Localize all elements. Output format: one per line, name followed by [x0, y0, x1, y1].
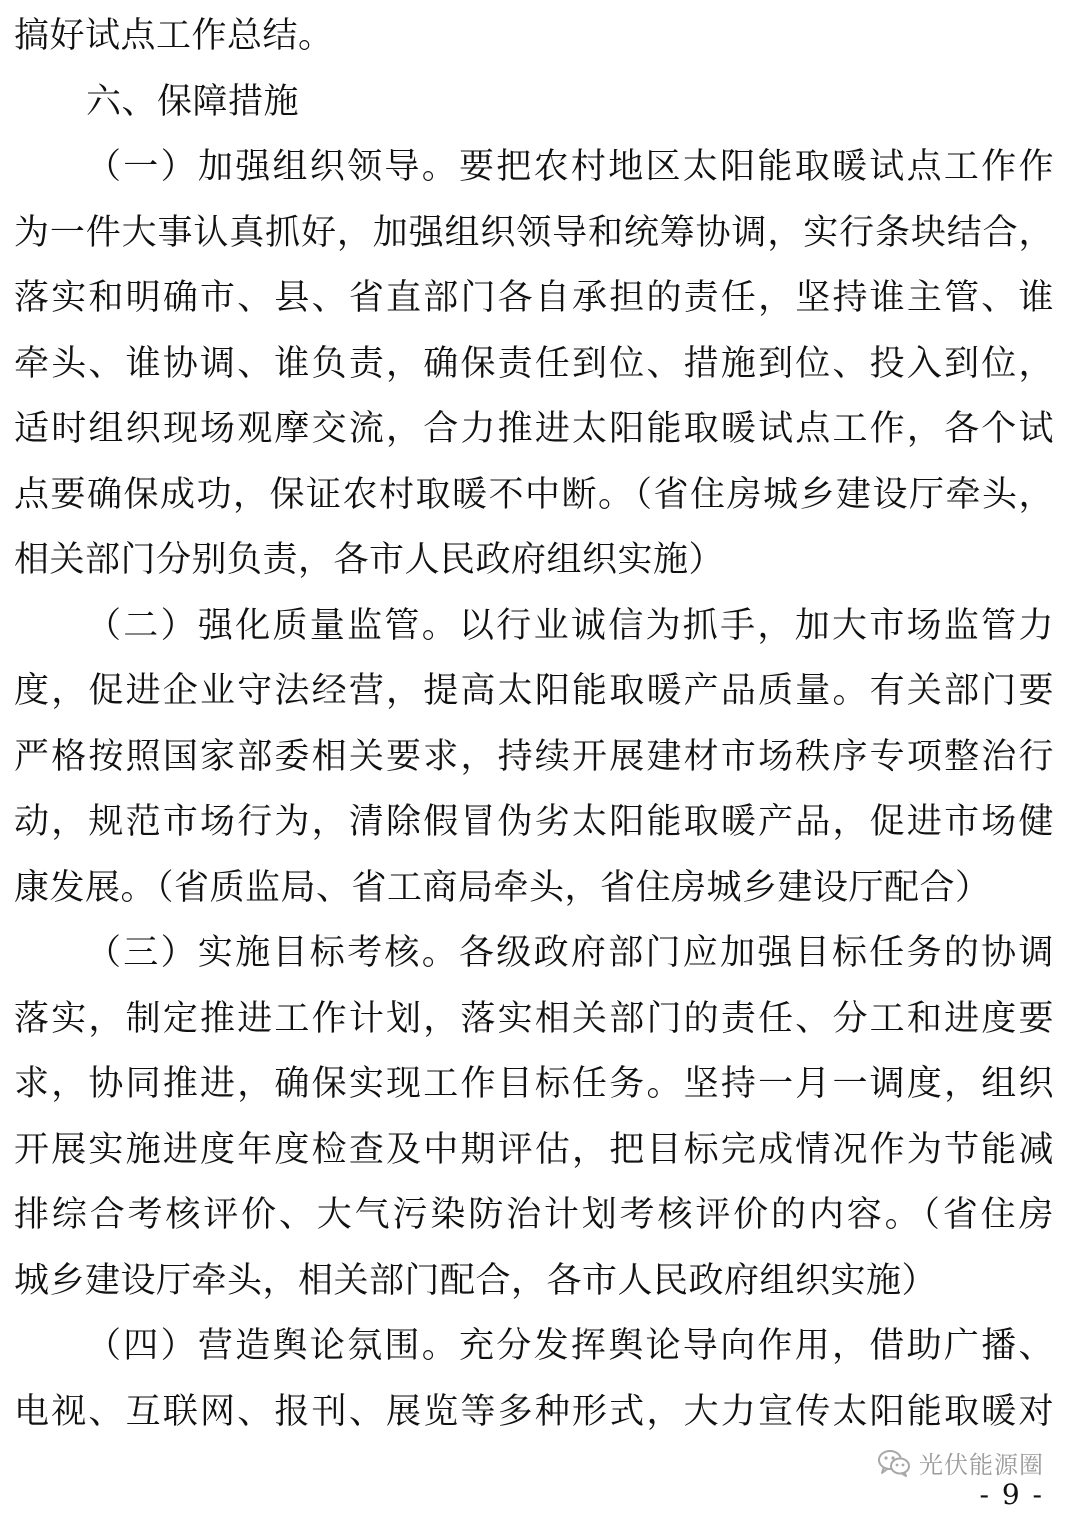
paragraph-start: （二）强化质量监管。以行业诚信为抓手，加大市场监管力	[86, 605, 1054, 646]
text-line: 牵头、谁协调、谁负责，确保责任到位、措施到位、投入到位，	[14, 343, 1054, 384]
text-line: 点要确保成功，保证农村取暖不中断。（省住房城乡建设厅牵头，	[14, 474, 1054, 515]
text-line: 落实和明确市、县、省直部门各自承担的责任，坚持谁主管、谁	[14, 278, 1054, 318]
text-line: 度，促进企业守法经营，提高太阳能取暖产品质量。有关部门要	[14, 671, 1054, 711]
page-number: - 9 -	[979, 1478, 1044, 1511]
text-line: 适时组织现场观摩交流，合力推进太阳能取暖试点工作，各个试	[14, 409, 1054, 449]
text-line: 电视、互联网、报刊、展览等多种形式，大力宣传太阳能取暖对	[14, 1391, 1054, 1432]
text-line: 落实，制定推进工作计划，落实相关部门的责任、分工和进度要	[14, 998, 1054, 1039]
text-line: 开展实施进度年度检查及中期评估，把目标完成情况作为节能减	[14, 1129, 1054, 1170]
text-line: 城乡建设厅牵头，相关部门配合，各市人民政府组织实施）	[14, 1260, 938, 1301]
wechat-icon	[877, 1449, 911, 1477]
text-line: 相关部门分别负责，各市人民政府组织实施）	[14, 540, 725, 580]
text-line: 排综合考核评价、大气污染防治计划考核评价的内容。（省住房	[14, 1195, 1054, 1235]
text-line: 动，规范市场行为，清除假冒伪劣太阳能取暖产品，促进市场健	[14, 802, 1054, 842]
text-line: 搞好试点工作总结。	[14, 16, 334, 56]
section-heading: 六、保障措施	[86, 81, 300, 122]
document-body	[14, 4, 1054, 1445]
paragraph-start: （一）加强组织领导。要把农村地区太阳能取暖试点工作作	[86, 147, 1054, 187]
paragraph-start: （四）营造舆论氛围。充分发挥舆论导向作用，借助广播、	[86, 1326, 1054, 1366]
watermark-text: 光伏能源圈	[919, 1451, 1044, 1479]
text-line: 为一件大事认真抓好，加强组织领导和统筹协调，实行条块结合，	[14, 212, 1054, 253]
text-line: 求，协同推进，确保实现工作目标任务。坚持一月一调度，组织	[14, 1064, 1054, 1104]
text-line: 康发展。（省质监局、省工商局牵头，省住房城乡建设厅配合）	[14, 867, 991, 908]
text-line: 严格按照国家部委相关要求，持续开展建材市场秩序专项整治行	[14, 736, 1054, 777]
watermark	[877, 1445, 1044, 1480]
paragraph-start: （三）实施目标考核。各级政府部门应加强目标任务的协调	[86, 933, 1054, 973]
